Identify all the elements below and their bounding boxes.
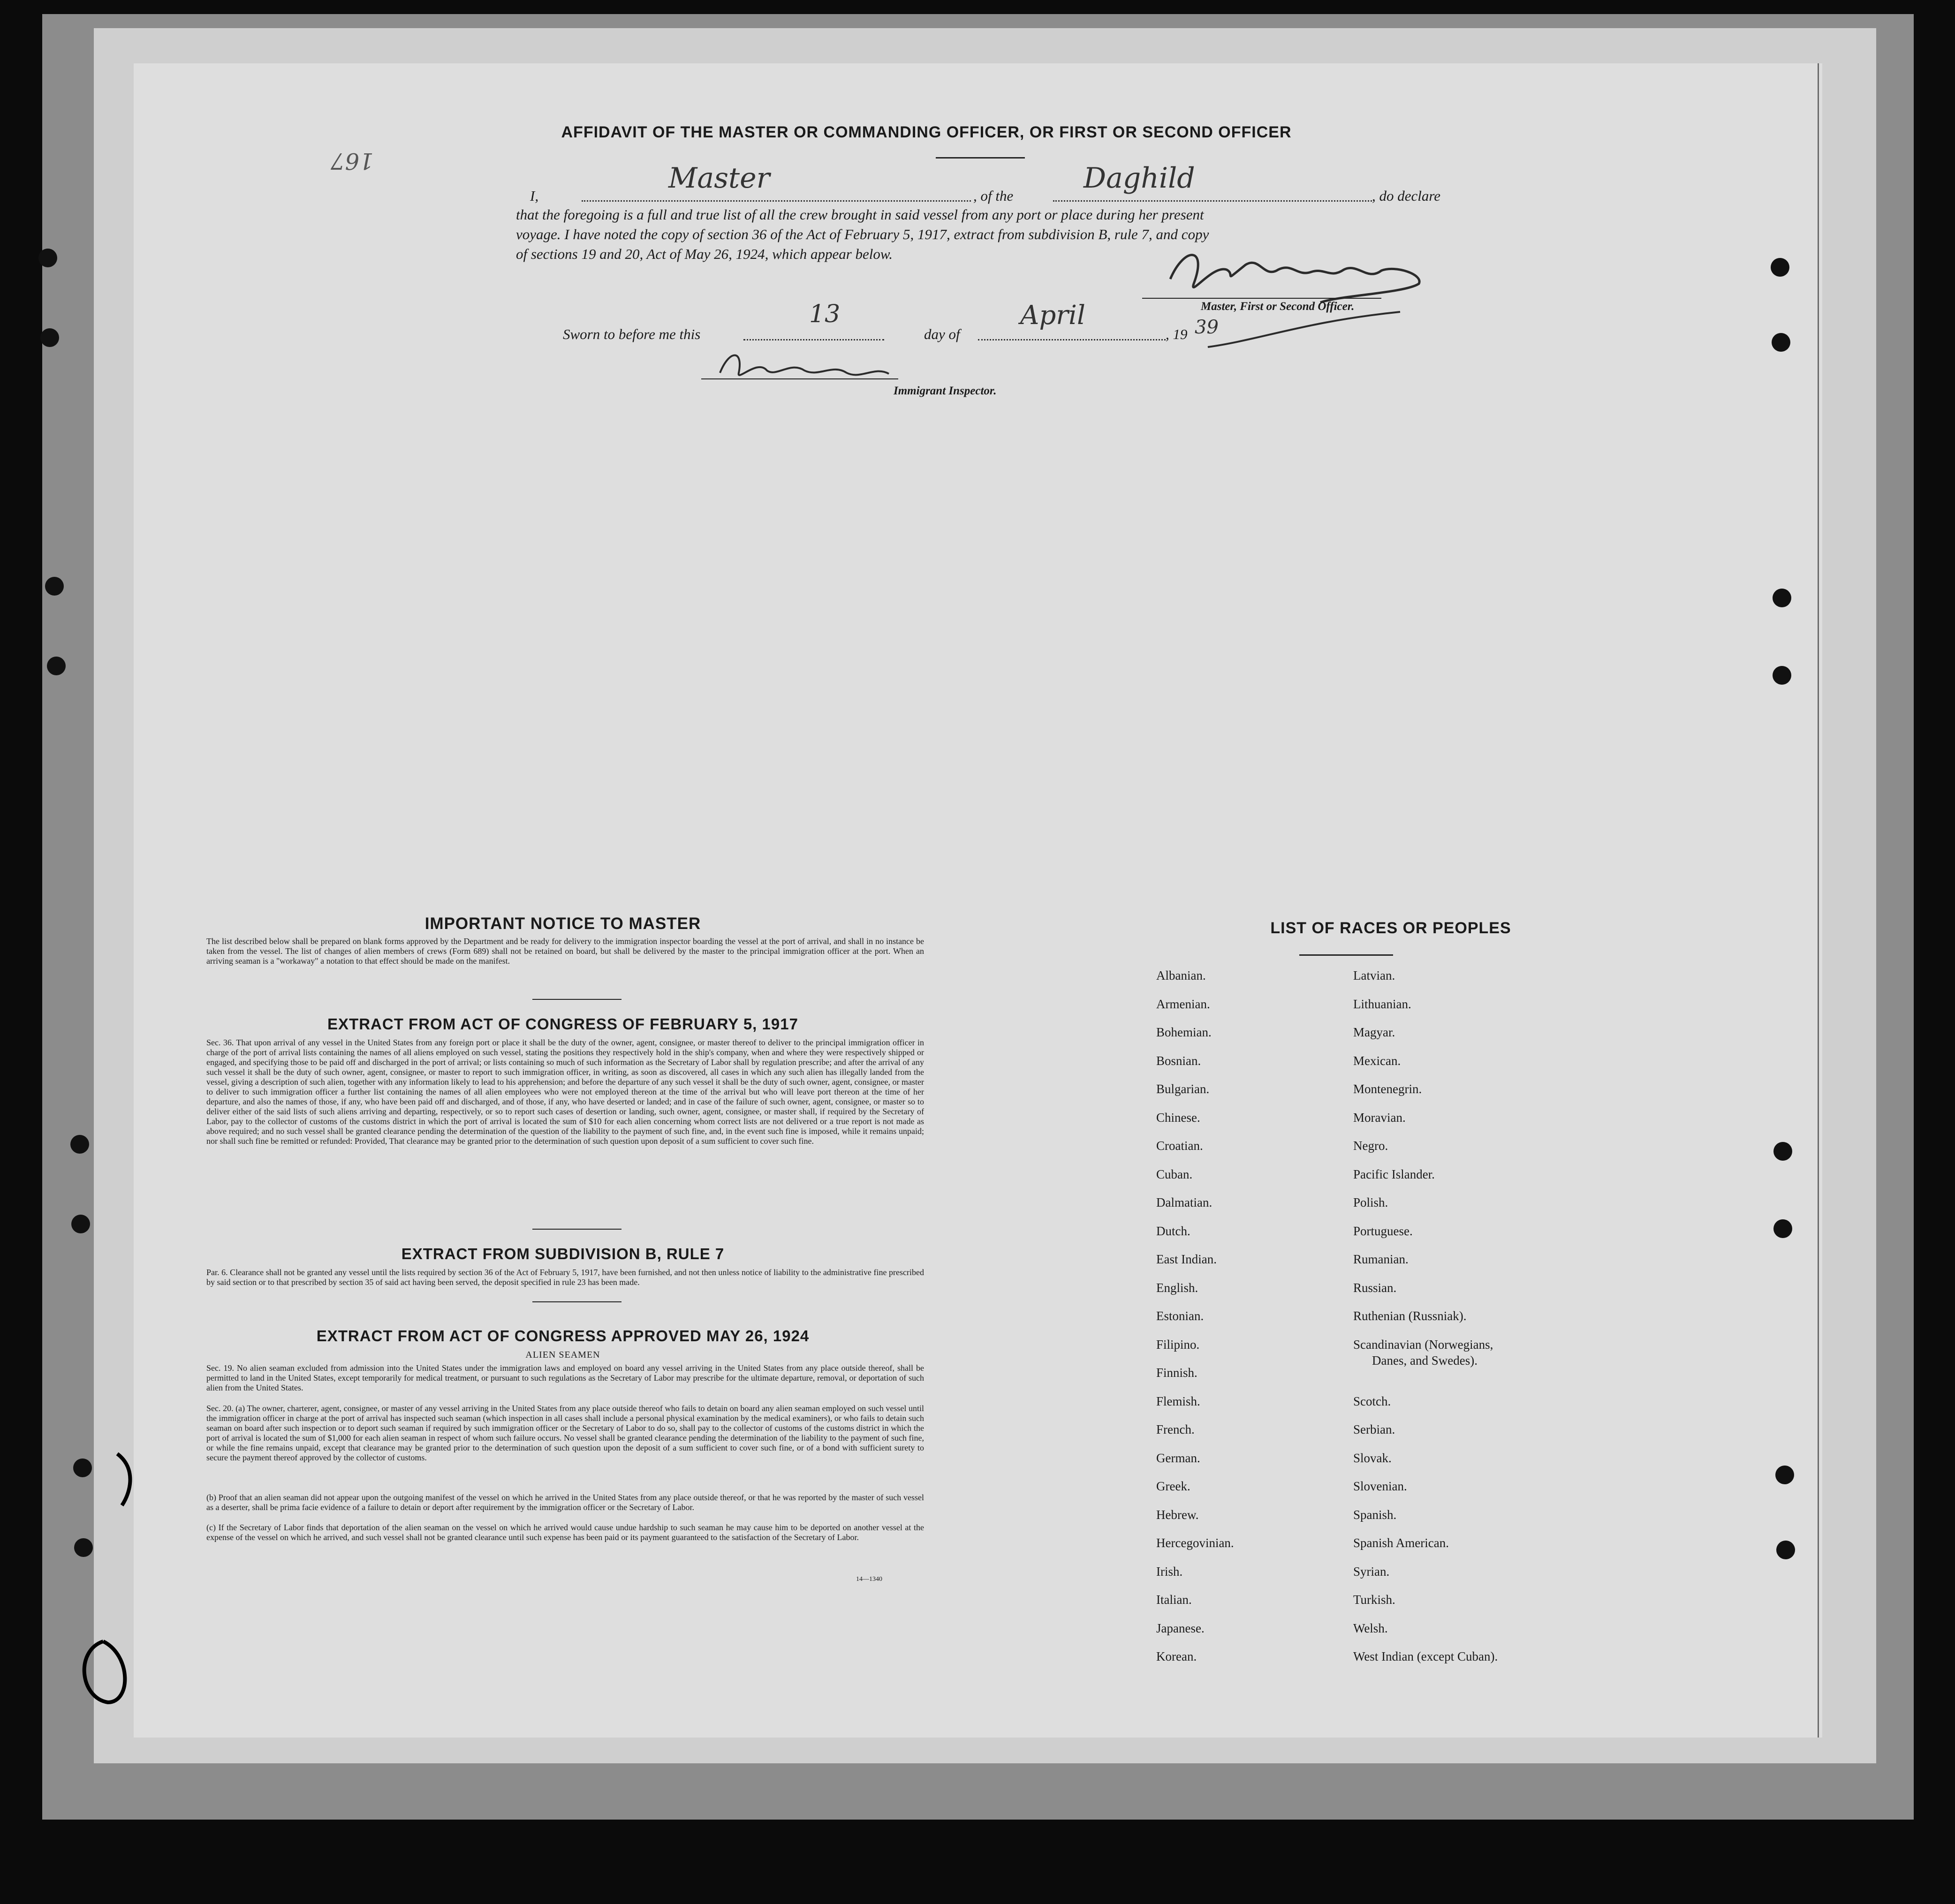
race-item: Slovenian. (1353, 1479, 1407, 1493)
binder-hole (73, 1458, 92, 1477)
master-field-value: Master (668, 162, 770, 195)
binder-hole (40, 328, 59, 347)
race-item: Welsh. (1353, 1621, 1388, 1635)
race-item: Moravian. (1353, 1110, 1406, 1125)
ink-mark (103, 1449, 141, 1510)
year-prefix: , 19 (1166, 326, 1188, 342)
race-item: Serbian. (1353, 1422, 1395, 1436)
race-item: Spanish. (1353, 1507, 1397, 1522)
binder-hole (1773, 1219, 1792, 1238)
inspector-signature (711, 345, 908, 387)
extract3-sec20a: Sec. 20. (a) The owner, charterer, agent, consignee, or master of any vessel arriving in the United States from any place outside thereof who fails to detain on board any alien seaman employed on such vessel until the immigration officer in charge at the port of arrival has inspected such seaman (which inspection in all cases shall include a personal physical examination by the medical examiners), or who fails to detain such seaman on board after such inspection or to deport such seaman if required by such immigration officer or the Secretary of Labor to do so, shall pay to the collector of customs of the customs district in which the port of arrival is located the sum of $1,000 for each alien seaman in respect of whom such failure occurs. No vessel shall be granted clearance pending the determination of the liability to the payment of such fine, or while the fine remains unpaid, except that clearance may be granted prior to the determination of such question upon the deposit of a sum sufficient to cover such fine, or of a bond with sufficient surety to secure the payment thereof approved by the collector of customs. (206, 1404, 924, 1462)
race-item: Syrian. (1353, 1564, 1390, 1579)
race-item: Estonian. (1156, 1309, 1204, 1323)
binder-hole (1771, 258, 1789, 277)
affidavit-line-4: of sections 19 and 20, Act of May 26, 1924, which appear below. (516, 246, 893, 262)
race-item: Hercegovinian. (1156, 1536, 1234, 1550)
extract3-sec20c: (c) If the Secretary of Labor finds that deportation of the alien seaman on the vessel on which he arrived would cause undue hardship to such seaman he may cause him to be deported on another vessel at the expense of the vessel on which he arrived, and such vessel shall not be granted clearance until such expense has been paid or its payment guaranteed to the satisfaction of the Secretary of Labor. (206, 1523, 924, 1542)
race-item: Flemish. (1156, 1394, 1200, 1408)
race-item: English. (1156, 1280, 1198, 1295)
binder-hole (74, 1538, 93, 1557)
race-item: Hebrew. (1156, 1507, 1199, 1522)
day-field-value: 13 (809, 300, 841, 328)
race-item: German. (1156, 1451, 1200, 1465)
affidavit-line-2: that the foregoing is a full and true list of all the crew brought in said vessel from any port or place during her present (516, 206, 1204, 223)
ink-mark (70, 1632, 136, 1712)
binder-hole (47, 657, 66, 675)
race-item: Turkish. (1353, 1593, 1395, 1607)
form-number: 14—1340 (856, 1576, 882, 1583)
race-item: Bulgarian. (1156, 1082, 1210, 1096)
notice-title: IMPORTANT NOTICE TO MASTER (424, 914, 701, 933)
extract1-divider (532, 1229, 621, 1230)
race-item: Italian. (1156, 1593, 1192, 1607)
binder-hole (1773, 589, 1791, 607)
binder-hole (1772, 333, 1790, 352)
corner-mark: 167 (331, 148, 374, 174)
vessel-field-line (1053, 200, 1372, 202)
race-item: Russian. (1353, 1280, 1397, 1295)
race-item: Rumanian. (1353, 1252, 1409, 1266)
extract2-body: Par. 6. Clearance shall not be granted any vessel until the lists required by section 36 of the Act of February 5, 1917, have been furnished, and not then unless notice of liability to the administrative fine prescribed by said section or to that prescribed by section 35 of said act having been served, the deposit specified in rule 23 has been made. (206, 1268, 924, 1287)
race-item: Pacific Islander. (1353, 1167, 1435, 1181)
master-caption: Master, First or Second Officer. (1201, 300, 1355, 313)
extract2-title: EXTRACT FROM SUBDIVISION B, RULE 7 (401, 1245, 725, 1262)
race-item: Latvian. (1353, 968, 1395, 982)
race-item: Slovak. (1353, 1451, 1392, 1465)
race-item: Korean. (1156, 1649, 1197, 1663)
title-underline (936, 157, 1025, 159)
race-item: Polish. (1353, 1195, 1388, 1209)
of-the-label: , of the (973, 188, 1014, 204)
binder-hole (1773, 1142, 1792, 1161)
month-field-line (978, 339, 1166, 340)
race-item: Bosnian. (1156, 1053, 1201, 1068)
extract3-subtitle: ALIEN SEAMEN (525, 1350, 600, 1360)
master-signature (1142, 237, 1438, 307)
race-item: Cuban. (1156, 1167, 1193, 1181)
race-item: Greek. (1156, 1479, 1190, 1493)
day-of-label: day of (924, 326, 960, 342)
race-item: Bohemian. (1156, 1025, 1212, 1039)
master-signature-line (1142, 298, 1381, 299)
extract2-divider (532, 1301, 621, 1302)
race-item: Chinese. (1156, 1110, 1200, 1125)
master-field-line (582, 200, 971, 202)
extract1-title: EXTRACT FROM ACT OF CONGRESS OF FEBRUARY 5, 1917 (327, 1015, 798, 1033)
race-item: Armenian. (1156, 997, 1210, 1011)
binder-hole (70, 1135, 89, 1154)
race-item: Mexican. (1353, 1053, 1401, 1068)
binder-hole (38, 249, 57, 267)
binder-hole (71, 1215, 90, 1233)
day-field-line (743, 339, 884, 340)
extract3-title: EXTRACT FROM ACT OF CONGRESS APPROVED MAY 26, 1924 (316, 1327, 810, 1345)
year-field-value: 39 (1195, 317, 1219, 338)
race-item: Scotch. (1353, 1394, 1391, 1408)
race-item: Negro. (1353, 1139, 1388, 1153)
race-item: Finnish. (1156, 1366, 1197, 1380)
inspector-caption: Immigrant Inspector. (894, 385, 997, 397)
race-item: Dalmatian. (1156, 1195, 1212, 1209)
races-title-underline (1299, 954, 1393, 956)
notice-body: The list described below shall be prepared on blank forms approved by the Department and be ready for delivery to the immigration inspector boarding the vessel at the port of arrival, and shall in no instance be taken from the vessel. The list of changes of alien members of crews (Form 689) shall not be retained on board, but shall be delivered by the master to the principal immigration officer at the port. When an arriving seaman is a "workaway" a notation to that effect should be made on the manifest. (206, 937, 924, 966)
binder-hole (1775, 1466, 1794, 1484)
page-edge-shadow (1818, 63, 1819, 1738)
year-flourish (1203, 302, 1409, 354)
race-item: Portuguese. (1353, 1224, 1413, 1238)
race-item: Ruthenian (Russniak). (1353, 1309, 1467, 1323)
race-item: Montenegrin. (1353, 1082, 1422, 1096)
form-page (134, 63, 1822, 1738)
do-declare-label: , do declare (1372, 188, 1441, 204)
affidavit-line-3: voyage. I have noted the copy of section 36 of the Act of February 5, 1917, extract from subdivision B, rule 7, and copy (516, 226, 1209, 242)
race-item: Dutch. (1156, 1224, 1190, 1238)
race-item: Scandinavian (Norwegians, (1353, 1337, 1493, 1352)
race-item: Spanish American. (1353, 1536, 1449, 1550)
race-item: Danes, and Swedes). (1372, 1353, 1478, 1368)
extract3-sec19: Sec. 19. No alien seaman excluded from admission into the United States under the immigration laws and employed on board any vessel arriving in the United States from any place outside thereof, shall be permitted to land in the United States, except temporarily for medical treatment, or pursuant to such regulations as the Secretary of Labor may prescribe for the ultimate departure, removal, or deportation of such alien from the United States. (206, 1363, 924, 1392)
race-item: Japanese. (1156, 1621, 1205, 1635)
binder-hole (45, 577, 64, 596)
extract1-body: Sec. 36. That upon arrival of any vessel in the United States from any foreign port or place it shall be the duty of the owner, agent, consignee, or master thereof to deliver to the principal immigration officer in charge of the port of arrival lists containing the names of all aliens employed on such vessel, stating the positions they respectively hold in the ship's company, when and where they were respectively shipped or engaged, and specifying those to be paid off and discharged in the port of arrival; or lists containing so much of such information as the Secretary of Labor shall by regulation prescribe; and after the arrival of any such vessel it shall be the duty of such owner, agent, consignee, or master to report to such immigration officer, in writing, as soon as discovered, all cases in which any such alien has illegally landed from the vessel, giving a description of such alien, together with any information likely to lead to his apprehension; and before the departure of any such vessel it shall be the duty of such owner, agent, consignee, or master to deliver to such immigration officer a further list containing the names of all alien employees who were not employed thereon at the time of the arrival but who will leave port thereon at the time of her departure, and also the names of those, if any, who have been paid off and discharged, and of those, if any, who have deserted or landed; and in case of the failure of such owner, agent, consignee, or master so to deliver either of the said lists of such aliens arriving and departing, respectively, or so to report such cases of desertion or landing, such owner, agent, consignee, or master shall, if required by the Secretary of Labor, pay to the collector of customs of the customs district in which the port of arrival is located the sum of $10 for each alien concerning whom correct lists are not delivered or a true report is not made as above required; and no such vessel shall be granted clearance pending the determination of the question of the liability to the payment of such fine, and, in the event such fine is imposed, while it remains unpaid; nor shall such fine be remitted or refunded: Provided, That clearance may be granted prior to the determination of such question upon deposit of a sum sufficient to cover such fine. (206, 1038, 924, 1146)
races-title: LIST OF RACES OR PEOPLES (1270, 919, 1511, 937)
race-item: Croatian. (1156, 1139, 1203, 1153)
binder-hole (1773, 666, 1791, 685)
month-field-value: April (1020, 300, 1085, 331)
affidavit-i-label: I, (530, 188, 539, 204)
extract3-sec20b: (b) Proof that an alien seaman did not appear upon the outgoing manifest of the vessel on which he arrived in the United States from any place outside thereof, or that he was reported by the master of such vessel as a deserter, shall be prima facie evidence of a failure to detain or deport after requirement by the immigration officer or the Secretary of Labor. (206, 1493, 924, 1512)
race-item: Lithuanian. (1353, 997, 1411, 1011)
race-item: West Indian (except Cuban). (1353, 1649, 1498, 1663)
race-item: Filipino. (1156, 1337, 1200, 1352)
race-item: Albanian. (1156, 968, 1206, 982)
vessel-field-value: Daghild (1084, 162, 1195, 195)
notice-divider (532, 999, 621, 1000)
sworn-label: Sworn to before me this (563, 326, 701, 342)
affidavit-title: AFFIDAVIT OF THE MASTER OR COMMANDING OFFICER, OR FIRST OR SECOND OFFICER (561, 123, 1292, 141)
race-item: French. (1156, 1422, 1195, 1436)
race-item: Irish. (1156, 1564, 1183, 1579)
race-item: Magyar. (1353, 1025, 1395, 1039)
race-item: East Indian. (1156, 1252, 1217, 1266)
inspector-signature-line (701, 378, 898, 379)
binder-hole (1776, 1541, 1795, 1559)
